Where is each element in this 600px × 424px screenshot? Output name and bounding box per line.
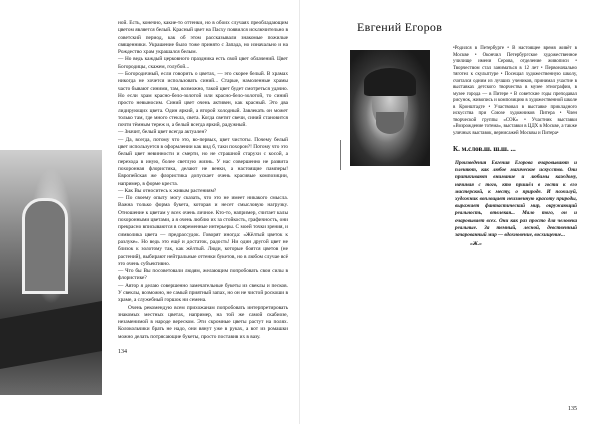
paragraph: — По своему опыту могу сказать, что это не имеет никакого смысла. Важна только форма букета, которая и несет смысловую нагрузку. Отношение к цветам у всех очень личное. Кто-то, например, считает калы похоронными цветами, а я очень люблю их за стойкость, графичность, они прекрасно вписываются в современные интерьеры. С моей точки зрения, и символика цвета — предрассудок. Говорят иногда: «Жёлтый цветок к разлуке». Но ведь это ещё и достаток, радость! Ни один другой цвет не близок к золотому так, как жёлтый. Люди, которые боятся цветов (не растений), выбирают нейтральные оттенки букетов, но в любом случае всё это очень субъективно. — [118, 195, 288, 267]
paragraph: — Автор я делаю совершенно замечательные букеты из свеклы и песков. У свеклы, возможно, не самый приятный запах, но он не чистой роскоши в храме, а служебный горшок ни семена. — [118, 282, 288, 304]
quote-signature: «Ж.» — [470, 241, 482, 248]
paragraph: — Как Вы относитесь к живым растениям? — [118, 187, 217, 194]
paragraph: ной. Есть, конечно, какие-то оттенки, но в обоих случаях преобладающим цветом является белый. Красный цвет на Пасху появился исключительно в советский период, как об этом рассказывали знакомые пожилые священники. Украшение было тоже принято с Запада, но изначально и на Рождество храм украшался белым. — [118, 20, 288, 56]
paragraph: — Да, всегда, потому что это, во-первых, цвет чистоты. Почему белый цвет используется в оформлении как вид б, таки похорон?! Потому что это белый цвет невинности и смерти, но не страшной старухи с косой, а перехода в иную, более светлую жизнь. У нас совершенно не развита похоронная флористика, делают не венки, а настоящие памперы! Европейская же флористика допускает очень красивые композиции, например, в форме креста. — [118, 136, 288, 187]
artist-bio: •Родился в Петербурге • В настоящее время живёт в Москве • Окончил Петербургское художественное училище имени Серова, отделение живописи • Творчеством стал заниматься в 12 лет • Первоначально тяготел к скульптуре • Посещал художественную школу, считался одним из лучших учеников, принимал участие в выставках детского творчества в музее этнографии, в музее города — в Питере • В советские годы преподавал рисунок, живопись и композицию в художественной школе в Кронштадте • Участвовал в выставке прикладного искусства при Союзе художников Питера • Член творческой группы «СОК» • Участник выставки «Возрождение тотема», выставки в ЦДХ в Москве, а также уличных выставок, вернисажей Москвы и Питера• — [453, 46, 577, 136]
portrait-hair — [364, 68, 416, 96]
artist-portrait-photo — [350, 50, 430, 166]
left-text-flow — [118, 20, 288, 355]
paragraph: — Богородичный, если говорить о цветах, — это скорее белый. В храмах никогда не хочется использовать синий... Старые, намоленные храмы часто бывают синими, там, возможно, такой цвет будет смотреться удачно. Но если храм красно-бело-золотой или красно-бело-золотой, то синий просто невыносим. Синий цвет очень активен, как красный. Это два лидирующих цвета. Один яркий, а второй холодный. Завлекать он может только там, где много стекла, света. Когда светит свечи, синий становится почти тёмным тереж и, а белый всегда яркий, радужный. — [118, 71, 288, 129]
plant-sprig-ornament — [340, 140, 347, 170]
article-column — [118, 20, 288, 341]
altar-table — [0, 301, 102, 369]
paragraph: — Значит, белый цвет всегда актуален? — [118, 129, 207, 136]
paragraph: — Но ведь каждый церковного праздника есть свой цвет облачений. Цвет Богородицы, скажем, голубой... — [118, 56, 288, 70]
icon-frame-arch — [22, 198, 68, 294]
paragraph: — Что бы Вы посоветовали людям, желающим попробовать свои силы в флористике? — [118, 268, 288, 282]
paragraph: Очень рекомендую всем прихожанам попробовать интерпретировать знакомых местных цветах, например, на той же самой скабиозе, незаменимой в народе вереском. Эти скромные цветы растут на полях. Колокольчики брать не надо, они вянут уже в руках, а вот из ромашки можно делать потрясающие букеты, просто поставив их в вазу. — [118, 304, 288, 340]
section-subhead: К. м.слов.ш. ш.ш. ... — [453, 145, 516, 153]
page-number: 134 — [118, 349, 127, 356]
artist-name-title: Евгений Егоров — [357, 20, 443, 34]
page-number: 135 — [568, 406, 577, 412]
right-text-flow — [453, 46, 577, 248]
church-interior-photo — [0, 150, 102, 395]
critic-quote: Произведения Евгения Егорова очаровывают и пленяют, как любое магическое искусство. Они притягивают внимание и любимы каждому, начиная с того, кто пришёл в гости к его мастерской, к месту, о природе. И пожалуй, художник воплощает неизменную красоту природы, выражает фантастический мир, окружающий реальность, отвлекая... Мало того, он и очаровывает всех. Они как раз просто для человека реальные. За темный, лесной, девственный зачарованный мир — вдохновение, восхищение... — [455, 160, 577, 239]
portrait-beard — [376, 112, 404, 134]
